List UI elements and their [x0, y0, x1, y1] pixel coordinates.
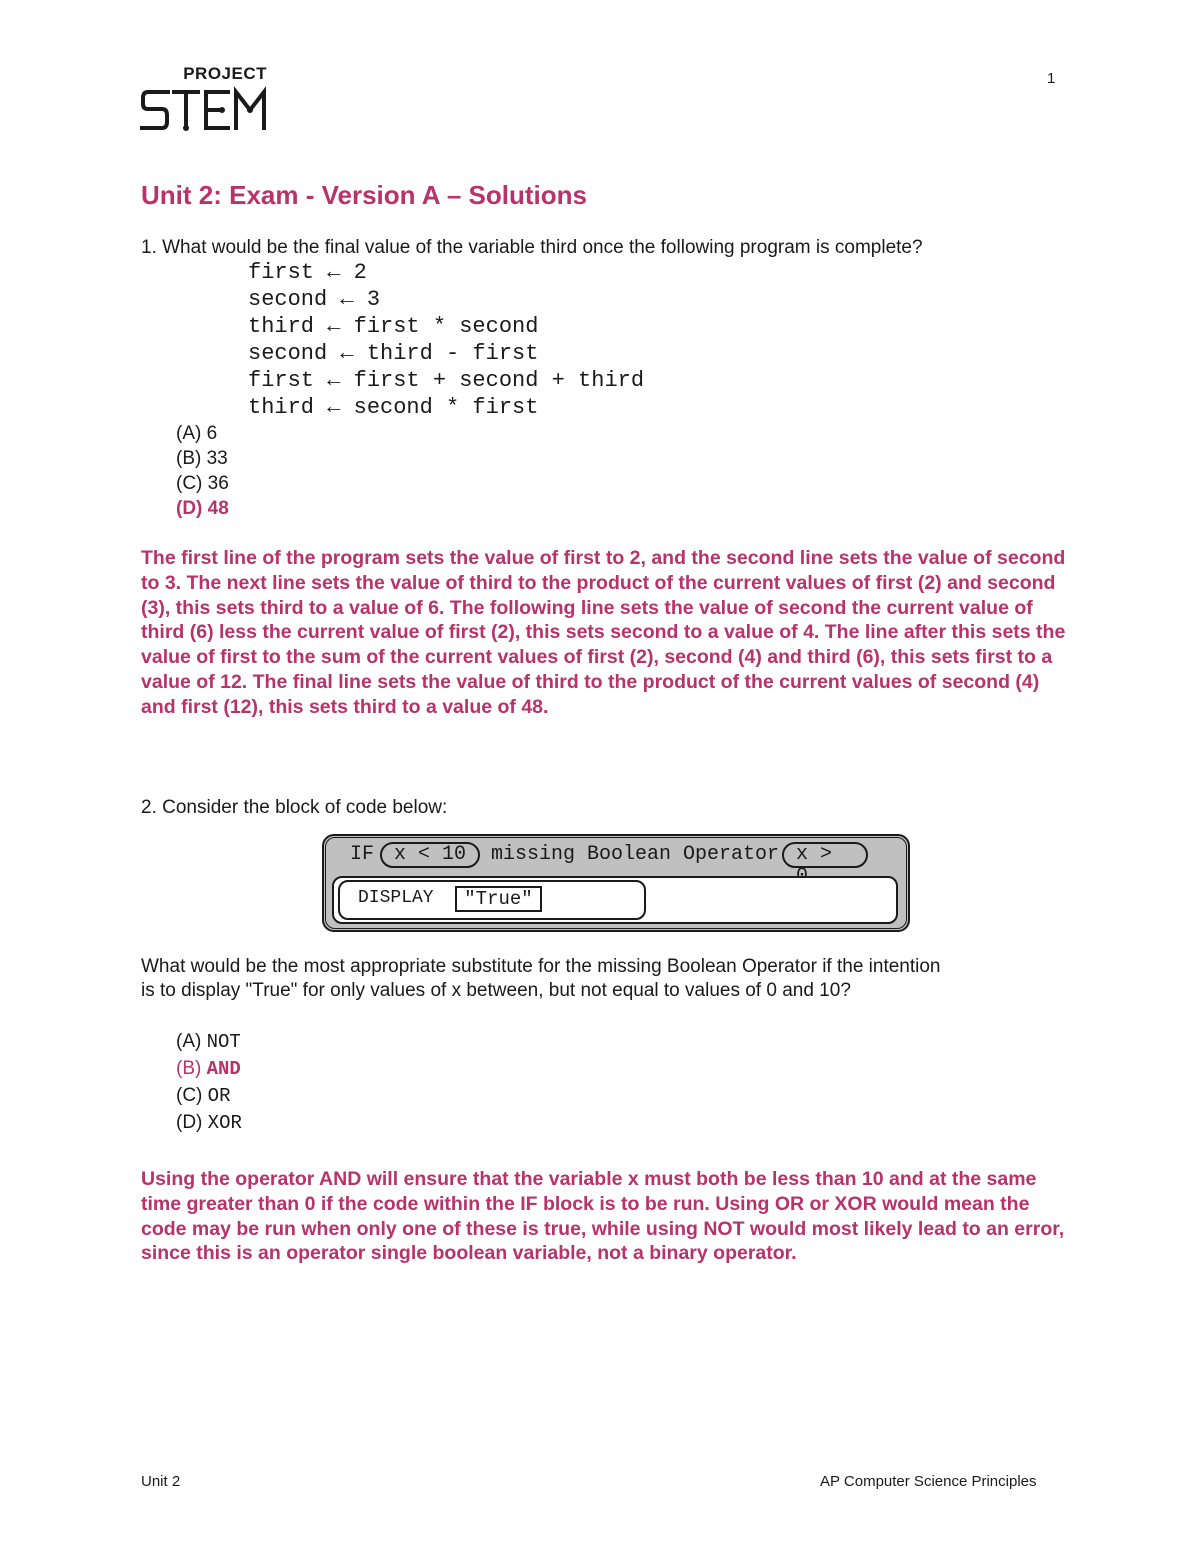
project-stem-logo	[140, 64, 275, 134]
logo-project-text: PROJECT	[183, 64, 267, 83]
q1-code-line: second ← third - first	[248, 341, 539, 366]
page-number: 1	[1047, 70, 1056, 87]
footer-right: AP Computer Science Principles	[820, 1473, 1037, 1490]
q1-code-line: third ← first * second	[248, 314, 539, 339]
q2-option-b-correct	[176, 1056, 241, 1082]
condition-pill-2: x >	[782, 842, 868, 868]
q2-option-d	[176, 1110, 242, 1136]
q2-explanation: Using the operator AND will ensure that the variable x must both be less than 10 and at the same time greater than 0 if the code within the IF block is to be run. Using OR or XOR would mean the code may be run when only one of these is true, while using NOT would most likely lead to an error, since this is an operator single boolean variable, not a binary operator.	[141, 1168, 1065, 1265]
q1-question: 1. What would be the final value of the variable third once the following program is complete?	[141, 237, 923, 258]
q2-option-value: AND	[206, 1058, 241, 1080]
q2-option-letter: (A)	[176, 1031, 202, 1052]
missing-operator-label: missing Boolean Operator	[491, 843, 780, 866]
condition-pill-1: x < 10	[380, 842, 480, 868]
display-keyword: DISPLAY	[358, 888, 434, 908]
q1-option-c: (C) 36	[176, 473, 229, 494]
q1-code-line: third ← second * first	[248, 395, 539, 420]
display-value-box: "True"	[455, 886, 542, 912]
q2-option-value: NOT	[206, 1031, 241, 1053]
logo-stem-wordmark	[140, 86, 268, 132]
q2-prompt-line-1: What would be the most appropriate substitute for the missing Boolean Operator if the intention	[141, 956, 941, 977]
q2-option-letter: (B)	[176, 1058, 202, 1079]
q2-option-a	[176, 1029, 241, 1055]
q2-option-letter: (D)	[176, 1112, 203, 1133]
q1-option-b: (B) 33	[176, 448, 228, 469]
q2-option-value: OR	[207, 1085, 231, 1107]
q2-question: 2. Consider the block of code below:	[141, 797, 448, 818]
page-title: Unit 2: Exam - Version A – Solutions	[141, 180, 587, 210]
q1-explanation: The first line of the program sets the value of first to 2, and the second line sets the value of second to 3. The next line sets the value of third to the product of the current values of first (2) and second (3), this sets third to a value of 6. The following line sets the value of second the current value of third (6) less the current value of first (2), this sets second to a value of 4. The line after this sets the value of first to the sum of the current values of first (2), second (4) and third (6), this sets first to a value of 12. The final line sets the value of third to the product of the current values of second (4) and first (12), this sets third to a value of 48.	[141, 547, 1066, 718]
q1-code-line: first ← first + second + third	[248, 368, 645, 393]
q1-code-line: first ← 2	[248, 260, 367, 285]
if-keyword: IF	[350, 843, 375, 866]
q2-prompt-line-2: is to display "True" for only values of x between, but not equal to values of 0 and 10?	[141, 980, 851, 1001]
footer-left: Unit 2	[141, 1473, 181, 1490]
q1-code-line: second ← 3	[248, 287, 381, 312]
q2-option-c	[176, 1083, 230, 1109]
q2-option-value: XOR	[207, 1112, 242, 1134]
q1-option-d-correct: (D) 48	[176, 498, 229, 519]
q1-option-a: (A) 6	[176, 423, 218, 444]
q2-option-letter: (C)	[176, 1085, 203, 1106]
